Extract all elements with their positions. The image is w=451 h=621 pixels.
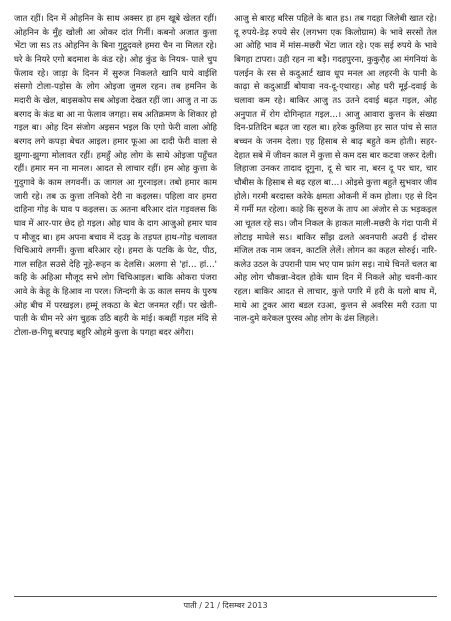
right-column-text: आजु से बारह बरिस पहिले के बात हऽ। तब गदहा जिलेबी खात रहे। दू रुपये-डेढ़ रुपये सेर (लगभग एक किलोग्राम) के भावे सरसों तेल आ ओहि भाव में मांस-मछरी भेंटा जात रहे। एक सई रुपये के भावे बिगहा टापरा। उही रहन ना बड़ै। गदहपुरना, कुकुरौ़ह आ मंगनियां के पलईन के रस से कदुआर्ट खाव धूप मनल आ लहरनी के पानी के काढ़ा से कदुआर्डी बोयावा नव-दू-एथारह। ओह घरी मूई-दवाई के चलावा कम रहे। बाकिर आजु तऽ उतने दवाई बढ़त गइल, ओह अनुपात में रोग दोगिन्हात गइल…। आजु आवारा कुत्तन के संख्या दिन-प्रतिदिन बढ़त जा रहल बा। हरेक कुलिया हर सात पांच से सात बच्चन के जनम देला। एह हिसाब से बाढ़ बहुते कम होती। सहर-देहात सबे में जीवन काल में कुत्ता से कम दस बार कटवा जरूर देली। लिहाजा उनकर तादाद दूगुना, दू से चार ना, बरन दू पर चार, चार चौबीस के हिसाब से बढ़ रहल बा…। ओइसे कुत्ता बहुते सुभवार जीव होले। गरमी बरदास्त करेके क्षमता ओकनी में कम होला। एह से दिन में गर्मी मत रहेला। काहे कि सुरुज के ताप आ अंजोर से ऊ भड़कइल आ चूतल रहे सऽ। जौन निकल के हाकत माली-मछरी के गंदा पानी में लोटाइ माघेले सऽ। बाकिर साँझ ढलते अवनपारी अउरी ई दोसर मंजिल तक नाम जवन, काटलि लेलें। लोगन का कहल सोरुई। नारि-कलेउ उठल के उपरानी पाम भए पाम फ़ांग सइ। नाथे चिनतें चलत बा ओह लोग चौकन्ना-वेदल होके धाम दिन में निकले ओह चवनी-कार रहल। बाकिर आदत से लाचार, कुत्ते पगरि में हरी के घलो बाघ में, माथे आ टुकर आरा बडल रउआ, कुत्तन से अवरिस मरी रउता पा नाल-दुमे करेकल पुरस्व ओह लोग के ढंस लिहले। <box>234 13 437 324</box>
page-footer: पाती / 21 / दिसम्बर 2013 <box>183 601 268 610</box>
left-column-text: जात रहीं। दिन में ओहनिन के साथ अक्सर हा हम खूबे खेलत रहीं। ओहनिन के मुँह खोली आ ओकर दांत गिनीं। कबनो अजात कुत्ता भेंटा जा सऽ तऽ ओहनिन के बिना गुद्गुदवले हमरा चैन ना मिलत रहे। घरे के नियरे एगो बदमाश के कंड रहे। ओह कुंड के नियत्र- पाले चुप फेंलाव रहे। जाड़ा के दिनन में सुरुज निकलते खानि घाये वाईशि संसगो टोला-पड़ोस के लोग ओइजा जुमल रहन। तब हमनिन के मदारी के खेल, बाइसकोप सब ओइजा देखत रहीं जा। आजु त ना ऊ बरगद के कंड बा आ ना फेलाव जगहा। सब अतिक्रमण के शिकार हो गइल बा। ओह दिन संजोग अइसन भइल कि एगो फेरी वाला ओहि बरगद लगे कपड़ा बेचत आइल। हमार फूआ आ दादी फेरी वाला से झुग्गा-झुग्गा मोलावत रहीं। हमहुँ ओह लोग के साथे ओइजा पहुँचत रहीं। हमार मन ना मानल। आदत से लाचार रहीं। हम ओह कुत्ता के गुदुगावे के काम लगवनीं। ऊ जागल आ गुरनाइल। तबो हमार काम जारी रहे। तब ऊ कुत्ता तनिको देरी ना कइलस। पहिला वार हमरा दाहिना गोड़ के घाव प कइलस। ऊ अतना बरिआर दांत गड़वलस कि घाव में आर-पार छेद हो गइल। ओह घाव के दाग आजुओ हमार घाव प मौजूद बा। हम अपना बचाव में दउड़ के तड़पत हाथ-गोड़ चलावत चिचिआये लगनीं। कुत्ता बरिआर रहे। हमरा के पटकि के पेट, पीठ, गाल सहित सउसे देहि नूहे-रूहन क देलसि। अलगा से 'हां… हां…' कहि के अहिआ मौजूद सभे लोग चिचिआइल। बाकि ओकरा पंजरा आवे के केहू के हिआव ना परल। जिन्दगी के ऊ काल समय के पुरुष ओह बीच में परखइल। हम्मूं लकठा के बेटा जनमत रहीं। पर खेती-पाती के धीम नरे अंग चुहक उठि बहरी के मांई। कबहीं गड़ल मंदि से टोला-छ-गियू बरपाइ बहुरि ओहमे कुत्ता के पगहा बदर अंगैरा। <box>14 13 217 338</box>
left-column <box>14 12 217 590</box>
footer-divider <box>14 596 437 597</box>
right-column <box>234 12 437 590</box>
